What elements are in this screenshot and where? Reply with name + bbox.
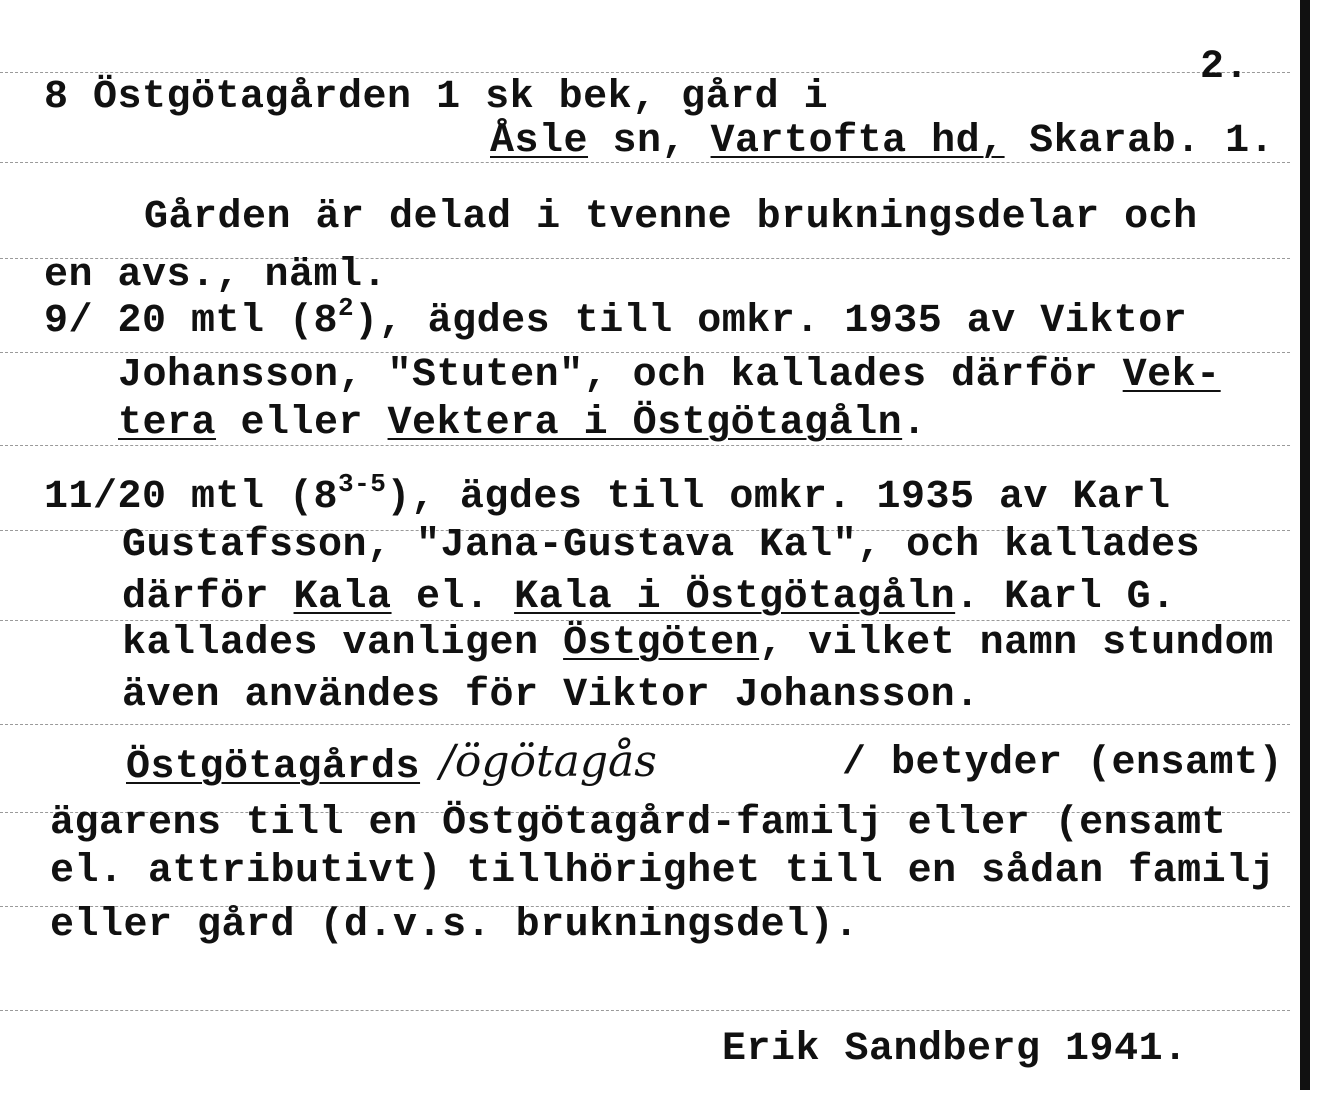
- phonetic-handwritten: /ögötagås: [440, 736, 657, 787]
- part2-rest: ), ägdes till omkr. 1935 av Karl: [386, 475, 1171, 520]
- ruled-line: [0, 724, 1290, 725]
- note-term: Östgötagårds: [126, 745, 421, 790]
- note-line-3: el. attributivt) tillhörighet till en sådan familj: [50, 849, 1276, 894]
- ruled-line: [0, 72, 1290, 73]
- part1-fraction: 9/ 20 mtl (8: [44, 299, 339, 344]
- vektera-full-name: Vektera i Östgötagåln: [387, 401, 903, 446]
- note-line-1-end: / betyder (ensamt): [842, 741, 1284, 786]
- part2-line-3: [122, 575, 1176, 620]
- vektera-name-b: tera: [118, 401, 217, 446]
- header-line-2: [490, 119, 1275, 164]
- part2-line-1: [44, 469, 1171, 520]
- vektera-name-a: Vek-: [1122, 353, 1221, 398]
- part1-text: Johansson, "Stuten", och kallades därför: [118, 353, 1123, 398]
- parish-suffix: sn,: [588, 119, 711, 164]
- part1-period: .: [902, 401, 927, 446]
- signature: Erik Sandberg 1941.: [722, 1027, 1188, 1072]
- kala-full-name: Kala i Östgötagåln: [514, 575, 956, 620]
- ruled-line: [0, 1010, 1290, 1011]
- kala-name: Kala: [293, 575, 392, 620]
- part2-line-2: Gustafsson, "Jana-Gustava Kal", och kallades: [122, 523, 1201, 568]
- part2-line-5: även användes för Viktor Johansson.: [122, 673, 980, 718]
- part1-line-1: [44, 293, 1188, 344]
- part2-text-e: , vilket namn stundom: [759, 621, 1274, 666]
- part1-line-3: [118, 401, 927, 446]
- parish-name: Åsle: [490, 119, 589, 164]
- ostgoten-name: Östgöten: [563, 621, 760, 666]
- part1-sup: 2: [338, 293, 355, 323]
- district-name: Vartofta hd,: [710, 119, 1005, 164]
- part2-text-a: därför: [122, 575, 294, 620]
- card-edge-bar: [1300, 0, 1310, 1090]
- header-line-1: 8 Östgötagården 1 sk bek, gård i: [44, 75, 829, 120]
- note-line-4: eller gård (d.v.s. brukningsdel).: [50, 903, 859, 948]
- part2-text-b: el.: [391, 575, 515, 620]
- part2-text-d: kallades vanligen: [122, 621, 564, 666]
- page-number: 2.: [1200, 45, 1250, 90]
- note-line-2: ägarens till en Östgötagård-familj eller (ensamt: [50, 801, 1227, 846]
- part2-fraction: 11/20 mtl (8: [44, 475, 339, 520]
- part1-or: eller: [216, 401, 388, 446]
- part2-line-4: [122, 621, 1274, 666]
- part2-sup: 3-5: [338, 469, 387, 499]
- intro-line-1: Gården är delad i tvenne brukningsdelar och: [144, 195, 1198, 240]
- intro-line-2: en avs., näml.: [44, 253, 388, 298]
- part1-line-2: [118, 353, 1221, 398]
- county-name: Skarab. 1.: [1029, 119, 1275, 164]
- part2-text-c: . Karl G.: [955, 575, 1176, 620]
- part1-rest: ), ägdes till omkr. 1935 av Viktor: [354, 299, 1188, 344]
